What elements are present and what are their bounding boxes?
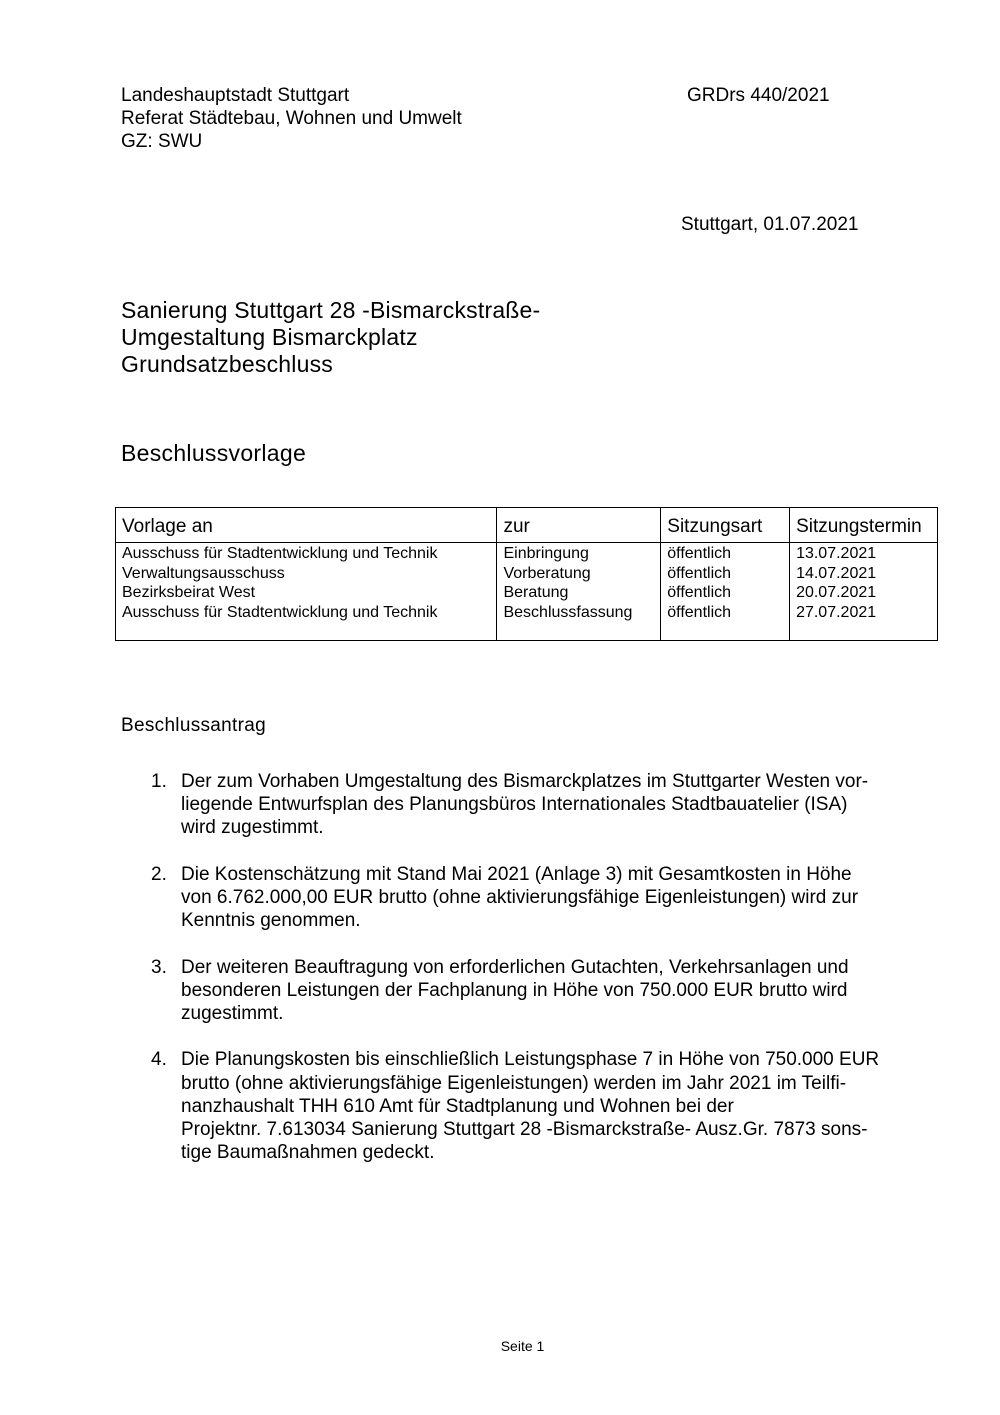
- motion-item-number: 3.: [151, 956, 167, 978]
- committee-name: Ausschuss für Stadtentwicklung und Technik: [122, 545, 438, 562]
- title-line: Umgestaltung Bismarckplatz: [121, 324, 418, 350]
- motion-item-line: nanzhaushalt THH 610 Amt für Stadtplanung und Wohnen bei der: [181, 1095, 734, 1117]
- motion-item-line: brutto (ohne aktivierungsfähige Eigenleistungen) werden im Jahr 2021 im Teilfi-: [181, 1072, 847, 1094]
- motion-item-number: 4.: [151, 1049, 167, 1071]
- column-header-sitzungsart: Sitzungsart: [661, 508, 790, 543]
- org-block: [121, 84, 462, 153]
- purpose-cell: [497, 543, 661, 641]
- motion-list: [121, 770, 921, 1188]
- motion-heading: Beschlussantrag: [121, 715, 266, 736]
- org-name: Landeshauptstadt Stuttgart: [121, 85, 350, 106]
- title-line: Sanierung Stuttgart 28 -Bismarckstraße-: [121, 297, 541, 323]
- purpose-value: Vorberatung: [503, 564, 591, 582]
- motion-item-line: besonderen Leistungen der Fachplanung in Höhe von 750.000 EUR brutto wird: [181, 979, 848, 1001]
- sessions-table: [115, 507, 938, 641]
- session-date-cell: [790, 543, 938, 641]
- motion-item: [121, 1048, 921, 1164]
- session-date-value: 14.07.2021: [796, 564, 877, 582]
- file-reference: GZ: SWU: [121, 131, 203, 152]
- place-date: Stuttgart, 01.07.2021: [681, 214, 859, 235]
- motion-item-line: zugestimmt.: [181, 1003, 284, 1024]
- motion-item-line: Die Planungskosten bis einschließlich Leistungsphase 7 in Höhe von 750.000 EUR: [181, 1049, 880, 1071]
- motion-item-line: tige Baumaßnahmen gedeckt.: [181, 1142, 435, 1164]
- session-type-value: öffentlich: [667, 603, 732, 621]
- purpose-value: Beschlussfassung: [503, 603, 633, 621]
- session-type-value: öffentlich: [667, 545, 732, 562]
- document-title: [121, 297, 540, 378]
- session-type-cell: [661, 543, 790, 641]
- document-type: Beschlussvorlage: [121, 440, 307, 466]
- session-type-value: öffentlich: [667, 584, 732, 601]
- motion-item-line: Kenntnis genommen.: [181, 910, 361, 932]
- session-date-value: 27.07.2021: [796, 603, 877, 621]
- motion-item: [121, 956, 921, 1026]
- motion-item-line: Der weiteren Beauftragung von erforderlichen Gutachten, Verkehrsanlagen und: [181, 956, 849, 978]
- table-header-row: [116, 508, 938, 543]
- page-number: Seite 1: [500, 1338, 545, 1354]
- purpose-value: Einbringung: [503, 545, 589, 562]
- column-header-sitzungstermin: Sitzungstermin: [790, 508, 938, 543]
- title-line: Grundsatzbeschluss: [121, 351, 333, 377]
- motion-item-line: Der zum Vorhaben Umgestaltung des Bismarckplatzes im Stuttgarter Westen vor-: [181, 771, 869, 792]
- motion-item-line: Die Kostenschätzung mit Stand Mai 2021 (Anlage 3) mit Gesamtkosten in Höhe: [181, 863, 852, 885]
- motion-item: [121, 770, 921, 840]
- motion-item-line: Projektnr. 7.613034 Sanierung Stuttgart 28 -Bismarckstraße- Ausz.Gr. 7873 sons-: [181, 1119, 868, 1140]
- session-date-value: 20.07.2021: [796, 584, 877, 601]
- motion-item-line: liegende Entwurfsplan des Planungsbüros Internationales Stadtbauatelier (ISA): [181, 794, 848, 816]
- purpose-value: Beratung: [503, 584, 569, 601]
- motion-item-number: 2.: [151, 863, 167, 885]
- motion-item: [121, 863, 921, 933]
- session-date-value: 13.07.2021: [796, 545, 877, 562]
- committee-name: Verwaltungsausschuss: [122, 564, 285, 582]
- department-name: Referat Städtebau, Wohnen und Umwelt: [121, 108, 462, 129]
- committee-name: Ausschuss für Stadtentwicklung und Technik: [122, 603, 438, 621]
- column-header-zur: zur: [497, 508, 661, 543]
- table-row: [116, 543, 938, 641]
- column-header-vorlage-an: Vorlage an: [116, 508, 497, 543]
- session-type-value: öffentlich: [667, 564, 732, 582]
- motion-item-line: von 6.762.000,00 EUR brutto (ohne aktivierungsfähige Eigenleistungen) wird zur: [181, 887, 859, 908]
- document-number: GRDrs 440/2021: [687, 85, 830, 106]
- committee-name: Bezirksbeirat West: [122, 584, 256, 601]
- motion-item-number: 1.: [151, 771, 167, 792]
- motion-item-line: wird zugestimmt.: [181, 817, 324, 839]
- committee-cell: [116, 543, 497, 641]
